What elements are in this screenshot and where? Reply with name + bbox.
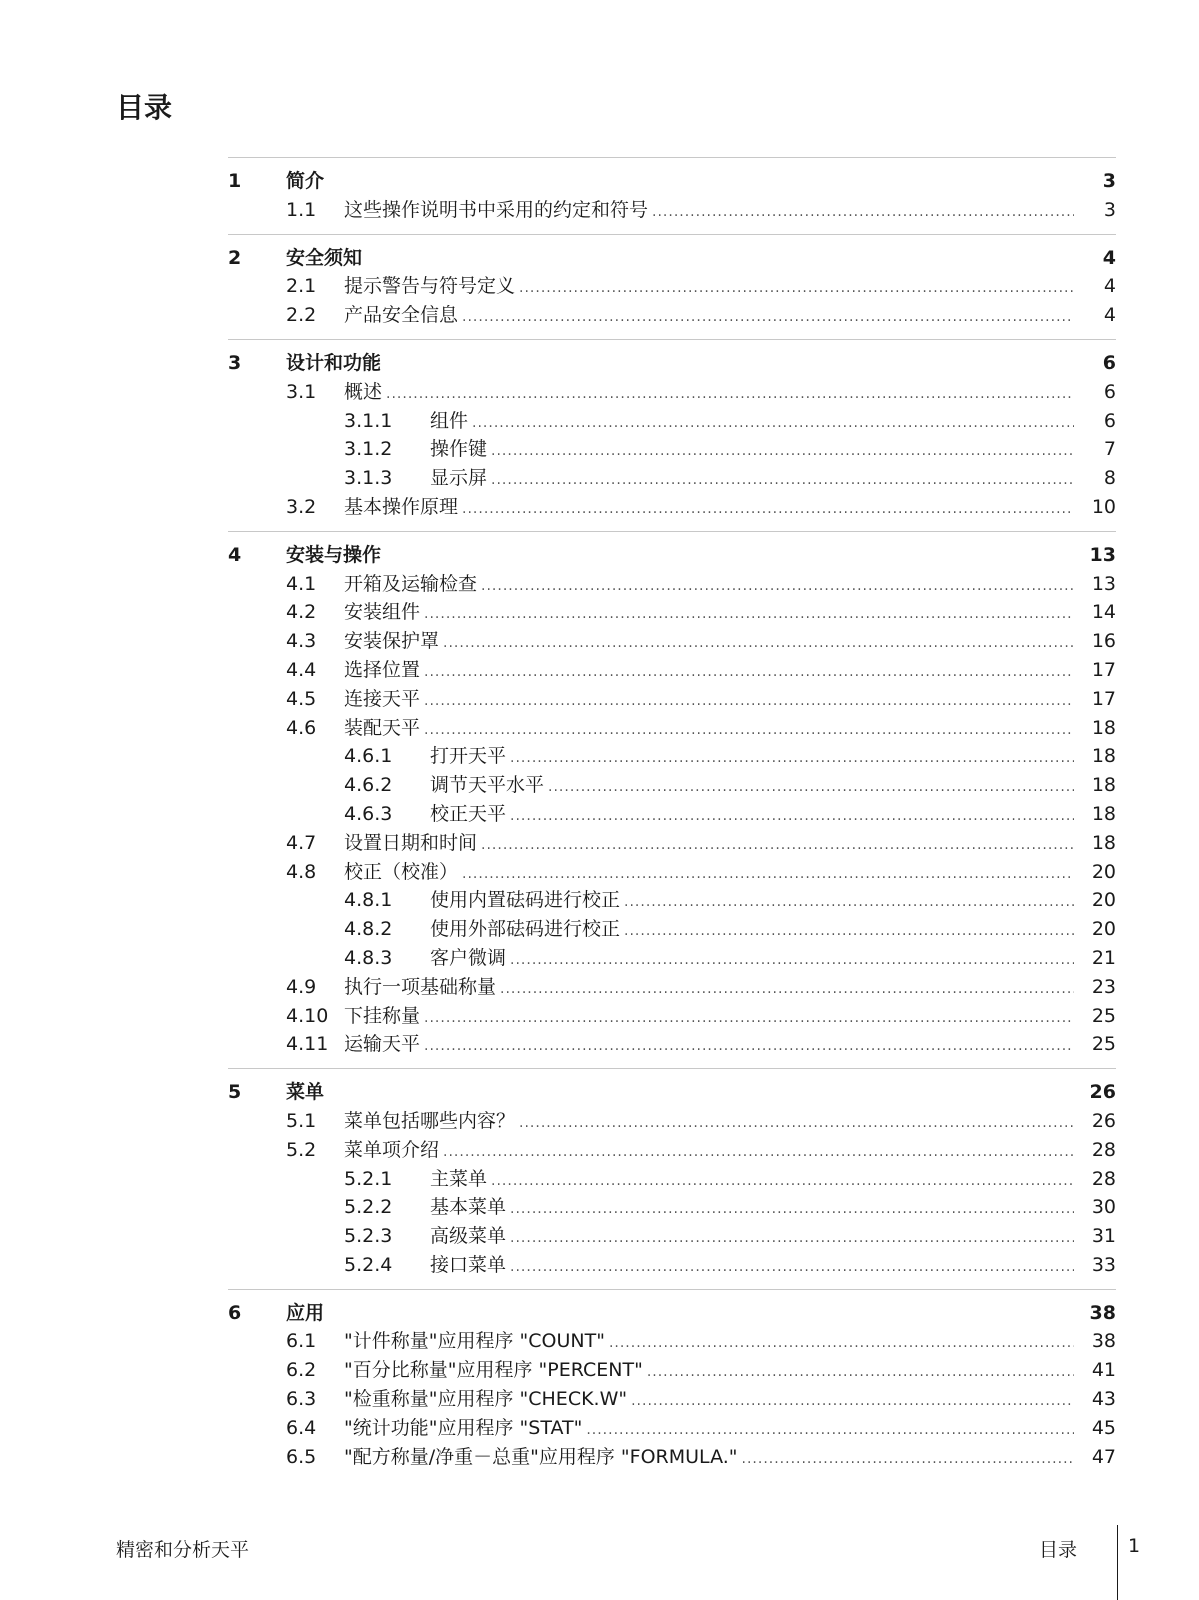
toc-dot-leader — [481, 831, 1074, 860]
toc-entry-title: 产品安全信息 — [344, 304, 459, 327]
toc-dot-leader — [609, 1329, 1074, 1358]
toc-dot-leader — [510, 946, 1074, 975]
toc-entry-title: "配方称量/净重－总重"应用程序 "FORMULA." — [344, 1445, 738, 1468]
toc-entry-page: 6 — [1103, 409, 1116, 432]
toc-entry-page: 18 — [1091, 716, 1116, 739]
toc-entry-page: 6 — [1103, 380, 1116, 403]
toc-entry-title: 使用内置砝码进行校正 — [430, 889, 621, 912]
toc-entry[interactable] — [228, 464, 1116, 493]
toc-dot-leader — [652, 198, 1074, 227]
toc-entry[interactable] — [228, 656, 1116, 685]
toc-entry[interactable] — [228, 627, 1116, 656]
toc-entry[interactable] — [228, 378, 1116, 407]
toc-entry[interactable] — [228, 1165, 1116, 1194]
toc-entry-number: 4.6 — [286, 716, 317, 739]
toc-chapter — [228, 339, 1116, 531]
toc-dot-leader — [424, 687, 1074, 716]
toc-chapter-title: 应用 — [286, 1301, 325, 1324]
toc-dot-leader — [510, 1224, 1074, 1253]
toc-entry-title: 概述 — [344, 380, 383, 403]
toc-chapter-page: 6 — [1102, 351, 1116, 374]
toc-entry-title: 组件 — [430, 409, 469, 432]
toc-entry[interactable] — [228, 915, 1116, 944]
toc-entry-title: "检重称量"应用程序 "CHECK.W" — [344, 1388, 628, 1411]
toc-entry-page: 25 — [1091, 1033, 1116, 1056]
toc-dot-leader — [386, 380, 1074, 409]
toc-dot-leader — [424, 1004, 1074, 1033]
toc-entry-number: 4.4 — [286, 658, 317, 681]
toc-entry[interactable] — [228, 771, 1116, 800]
toc-entry-title: 下挂称量 — [344, 1004, 421, 1027]
toc-entry-number: 5.2.4 — [344, 1253, 393, 1276]
toc-entry-title: 客户微调 — [430, 946, 507, 969]
toc-dot-leader — [424, 600, 1074, 629]
toc-entry-page: 43 — [1091, 1388, 1116, 1411]
toc-entry-title: 打开天平 — [430, 745, 507, 768]
toc-entry-title: 安装组件 — [344, 601, 421, 624]
toc-chapter-heading[interactable] — [228, 1299, 1116, 1328]
toc-dot-leader — [510, 802, 1074, 831]
toc-entry-title: 使用外部砝码进行校正 — [430, 918, 621, 941]
toc-dot-leader — [443, 1138, 1074, 1167]
toc-chapter-heading[interactable] — [228, 1078, 1116, 1107]
toc-entry[interactable] — [228, 1356, 1116, 1385]
toc-entry-number: 4.6.1 — [344, 745, 393, 768]
toc-entry-number: 2.1 — [286, 275, 317, 298]
toc-dot-leader — [500, 975, 1074, 1004]
toc-dot-leader — [624, 888, 1074, 917]
toc-chapter-title: 安全须知 — [286, 246, 363, 269]
toc-entry[interactable] — [228, 1251, 1116, 1280]
toc-entry-number: 4.1 — [286, 572, 317, 595]
toc-chapter-number: 4 — [228, 543, 242, 566]
toc-entry-page: 20 — [1091, 889, 1116, 912]
toc-entry-title: 基本操作原理 — [344, 495, 459, 518]
toc-chapter-heading[interactable] — [228, 349, 1116, 378]
toc-entry[interactable] — [228, 1414, 1116, 1443]
toc-entry-page: 17 — [1091, 687, 1116, 710]
toc-entry-page: 25 — [1091, 1004, 1116, 1027]
toc-entry-title: 安装保护罩 — [344, 630, 440, 653]
toc-entry-page: 4 — [1103, 275, 1116, 298]
toc-dot-leader — [510, 1253, 1074, 1282]
toc-entry-page: 23 — [1091, 975, 1116, 998]
toc-entry[interactable] — [228, 742, 1116, 771]
toc-entry[interactable] — [228, 1327, 1116, 1356]
toc-dot-leader — [443, 629, 1074, 658]
toc-entry[interactable] — [228, 886, 1116, 915]
toc-entry-number: 3.1 — [286, 380, 317, 403]
toc-entry[interactable] — [228, 1002, 1116, 1031]
toc-entry-page: 41 — [1091, 1359, 1116, 1382]
toc-entry[interactable] — [228, 1136, 1116, 1165]
toc-chapter — [228, 234, 1116, 339]
toc-entry-page: 38 — [1091, 1330, 1116, 1353]
toc-entry[interactable] — [228, 973, 1116, 1002]
toc-dot-leader — [510, 1195, 1074, 1224]
footer-divider — [1117, 1525, 1118, 1600]
toc-dot-leader — [519, 1109, 1074, 1138]
toc-chapter-page: 26 — [1089, 1081, 1116, 1104]
toc-entry-number: 4.8.1 — [344, 889, 393, 912]
toc-entry-title: 开箱及运输检查 — [344, 572, 478, 595]
toc-entry-title: 接口菜单 — [430, 1253, 507, 1276]
toc-dot-leader — [519, 274, 1074, 303]
toc-entry-number: 5.1 — [286, 1109, 317, 1132]
toc-entry-page: 31 — [1091, 1225, 1116, 1248]
footer-product-name: 精密和分析天平 — [116, 1539, 250, 1561]
footer-section-name: 目录 — [1038, 1539, 1077, 1561]
toc-entry-number: 3.1.1 — [344, 409, 393, 432]
toc-entry-title: "百分比称量"应用程序 "PERCENT" — [344, 1359, 643, 1382]
toc-chapter-number: 5 — [228, 1081, 242, 1104]
toc-chapter-heading[interactable] — [228, 541, 1116, 570]
toc-entry-title: 操作键 — [430, 438, 488, 461]
toc-dot-leader — [647, 1358, 1074, 1387]
toc-dot-leader — [462, 860, 1074, 889]
toc-dot-leader — [624, 917, 1074, 946]
toc-entry-page: 33 — [1091, 1253, 1116, 1276]
toc-entry-number: 3.2 — [286, 495, 317, 518]
toc-chapter-title: 简介 — [286, 170, 325, 192]
toc-dot-leader — [472, 409, 1074, 438]
toc-dot-leader — [462, 303, 1074, 332]
toc-entry-title: 提示警告与符号定义 — [344, 275, 516, 298]
toc-entry-number: 5.2.1 — [344, 1167, 393, 1190]
toc-entry-number: 6.1 — [286, 1330, 317, 1353]
toc-entry[interactable] — [228, 598, 1116, 627]
toc-entry-number: 6.3 — [286, 1388, 317, 1411]
toc-chapter-page: 13 — [1089, 543, 1116, 566]
toc-entry-number: 4.2 — [286, 601, 317, 624]
toc-entry[interactable] — [228, 858, 1116, 887]
toc-entry-number: 3.1.2 — [344, 438, 393, 461]
toc-dot-leader — [491, 466, 1074, 495]
toc-entry-page: 18 — [1091, 745, 1116, 768]
toc-entry-page: 20 — [1091, 860, 1116, 883]
toc-entry[interactable] — [228, 493, 1116, 522]
toc-chapter-title: 菜单 — [286, 1081, 325, 1104]
toc-dot-leader — [481, 572, 1074, 601]
toc-entry[interactable] — [228, 272, 1116, 301]
toc-entry-page: 20 — [1091, 918, 1116, 941]
toc-dot-leader — [424, 658, 1074, 687]
toc-chapter-number: 1 — [228, 170, 242, 192]
toc-entry-page: 18 — [1091, 774, 1116, 797]
toc-entry-title: 设置日期和时间 — [344, 831, 478, 854]
toc-chapter-page: 3 — [1102, 170, 1116, 192]
toc-entry-page: 18 — [1091, 831, 1116, 854]
toc-entry-number: 4.3 — [286, 630, 317, 653]
toc-chapter — [228, 1289, 1116, 1481]
toc-entry[interactable] — [228, 301, 1116, 330]
toc-entry-page: 30 — [1091, 1196, 1116, 1219]
toc-entry-title: 菜单项介绍 — [344, 1138, 440, 1161]
toc-entry-title: 装配天平 — [344, 716, 421, 739]
toc-entry-title: 主菜单 — [430, 1167, 488, 1190]
toc-entry-page: 28 — [1091, 1167, 1116, 1190]
toc-entry-number: 1.1 — [286, 198, 317, 221]
toc-entry[interactable] — [228, 1193, 1116, 1222]
toc-dot-leader — [491, 1167, 1074, 1196]
toc-entry[interactable] — [228, 1222, 1116, 1251]
toc-chapter-page: 4 — [1102, 246, 1116, 269]
toc-dot-leader — [548, 773, 1074, 802]
toc-entry[interactable] — [228, 685, 1116, 714]
toc-entry[interactable] — [228, 435, 1116, 464]
toc-entry-page: 13 — [1091, 572, 1116, 595]
toc-entry-page: 10 — [1091, 495, 1116, 518]
toc-entry[interactable] — [228, 196, 1116, 225]
toc-entry-number: 6.2 — [286, 1359, 317, 1382]
toc-entry-number: 4.6.2 — [344, 774, 393, 797]
toc-dot-leader — [424, 716, 1074, 745]
toc-entry-page: 3 — [1103, 198, 1116, 221]
toc-entry-title: 执行一项基础称量 — [344, 975, 497, 998]
table-of-contents — [228, 157, 1116, 1480]
toc-dot-leader — [510, 744, 1074, 773]
toc-entry-number: 4.7 — [286, 831, 317, 854]
toc-entry[interactable] — [228, 714, 1116, 743]
toc-chapter-title: 设计和功能 — [286, 351, 382, 374]
toc-entry-number: 5.2.2 — [344, 1196, 393, 1219]
toc-entry-title: 这些操作说明书中采用的约定和符号 — [344, 198, 649, 221]
toc-entry-title: 校正天平 — [430, 802, 507, 825]
toc-dot-leader — [462, 495, 1074, 524]
toc-entry-page: 21 — [1091, 946, 1116, 969]
toc-entry-number: 4.10 — [286, 1004, 329, 1027]
toc-entry-number: 4.11 — [286, 1033, 329, 1056]
toc-entry-number: 2.2 — [286, 304, 317, 327]
toc-dot-leader — [742, 1445, 1074, 1474]
toc-entry[interactable] — [228, 407, 1116, 436]
toc-entry-title: 高级菜单 — [430, 1225, 507, 1248]
toc-chapter-number: 6 — [228, 1301, 242, 1324]
page-title: 目录 — [116, 91, 173, 124]
toc-entry-page: 7 — [1103, 438, 1116, 461]
footer-page-number: 1 — [1128, 1535, 1141, 1557]
toc-entry-title: "计件称量"应用程序 "COUNT" — [344, 1330, 605, 1353]
toc-dot-leader — [631, 1387, 1074, 1416]
toc-entry-page: 4 — [1103, 304, 1116, 327]
toc-entry-title: 连接天平 — [344, 687, 421, 710]
toc-entry-title: 校正（校准） — [344, 860, 459, 883]
toc-entry-page: 45 — [1091, 1416, 1116, 1439]
toc-entry-number: 4.8.2 — [344, 918, 393, 941]
toc-entry-number: 3.1.3 — [344, 467, 393, 490]
toc-entry[interactable] — [228, 829, 1116, 858]
toc-entry-page: 28 — [1091, 1138, 1116, 1161]
toc-entry-page: 16 — [1091, 630, 1116, 653]
toc-chapter-heading[interactable] — [228, 244, 1116, 273]
toc-chapter-page: 38 — [1089, 1301, 1116, 1324]
toc-chapter — [228, 531, 1116, 1068]
toc-entry-title: 显示屏 — [430, 467, 488, 490]
toc-entry-title: 基本菜单 — [430, 1196, 507, 1219]
toc-entry[interactable] — [228, 1443, 1116, 1472]
toc-entry[interactable] — [228, 1385, 1116, 1414]
toc-chapter — [228, 1068, 1116, 1289]
toc-entry-page: 26 — [1091, 1109, 1116, 1132]
toc-entry[interactable] — [228, 800, 1116, 829]
toc-dot-leader — [586, 1416, 1074, 1445]
toc-entry[interactable] — [228, 1030, 1116, 1059]
toc-chapter-number: 2 — [228, 246, 242, 269]
toc-chapter-heading[interactable] — [228, 167, 1116, 196]
toc-entry-number: 5.2 — [286, 1138, 317, 1161]
toc-entry-number: 6.4 — [286, 1416, 317, 1439]
toc-entry-page: 18 — [1091, 802, 1116, 825]
toc-entry[interactable] — [228, 944, 1116, 973]
toc-chapter — [228, 157, 1116, 234]
toc-entry-number: 4.5 — [286, 687, 317, 710]
toc-entry-number: 6.5 — [286, 1445, 317, 1468]
toc-entry-page: 17 — [1091, 658, 1116, 681]
toc-entry-page: 47 — [1091, 1445, 1116, 1468]
toc-entry-page: 14 — [1091, 601, 1116, 624]
toc-entry[interactable] — [228, 1107, 1116, 1136]
toc-dot-leader — [491, 437, 1074, 466]
toc-entry-title: 调节天平水平 — [430, 774, 545, 797]
toc-chapter-number: 3 — [228, 351, 242, 374]
toc-entry-number: 4.8.3 — [344, 946, 393, 969]
toc-entry-title: "统计功能"应用程序 "STAT" — [344, 1416, 583, 1439]
toc-chapter-title: 安装与操作 — [286, 543, 382, 566]
toc-entry-number: 4.9 — [286, 975, 317, 998]
toc-entry-page: 8 — [1103, 467, 1116, 490]
toc-entry-number: 5.2.3 — [344, 1225, 393, 1248]
toc-entry-number: 4.8 — [286, 860, 317, 883]
toc-entry-title: 菜单包括哪些内容？ — [344, 1109, 516, 1132]
toc-entry[interactable] — [228, 570, 1116, 599]
toc-entry-number: 4.6.3 — [344, 802, 393, 825]
toc-entry-title: 运输天平 — [344, 1033, 421, 1056]
toc-dot-leader — [424, 1032, 1074, 1061]
toc-entry-title: 选择位置 — [344, 658, 421, 681]
